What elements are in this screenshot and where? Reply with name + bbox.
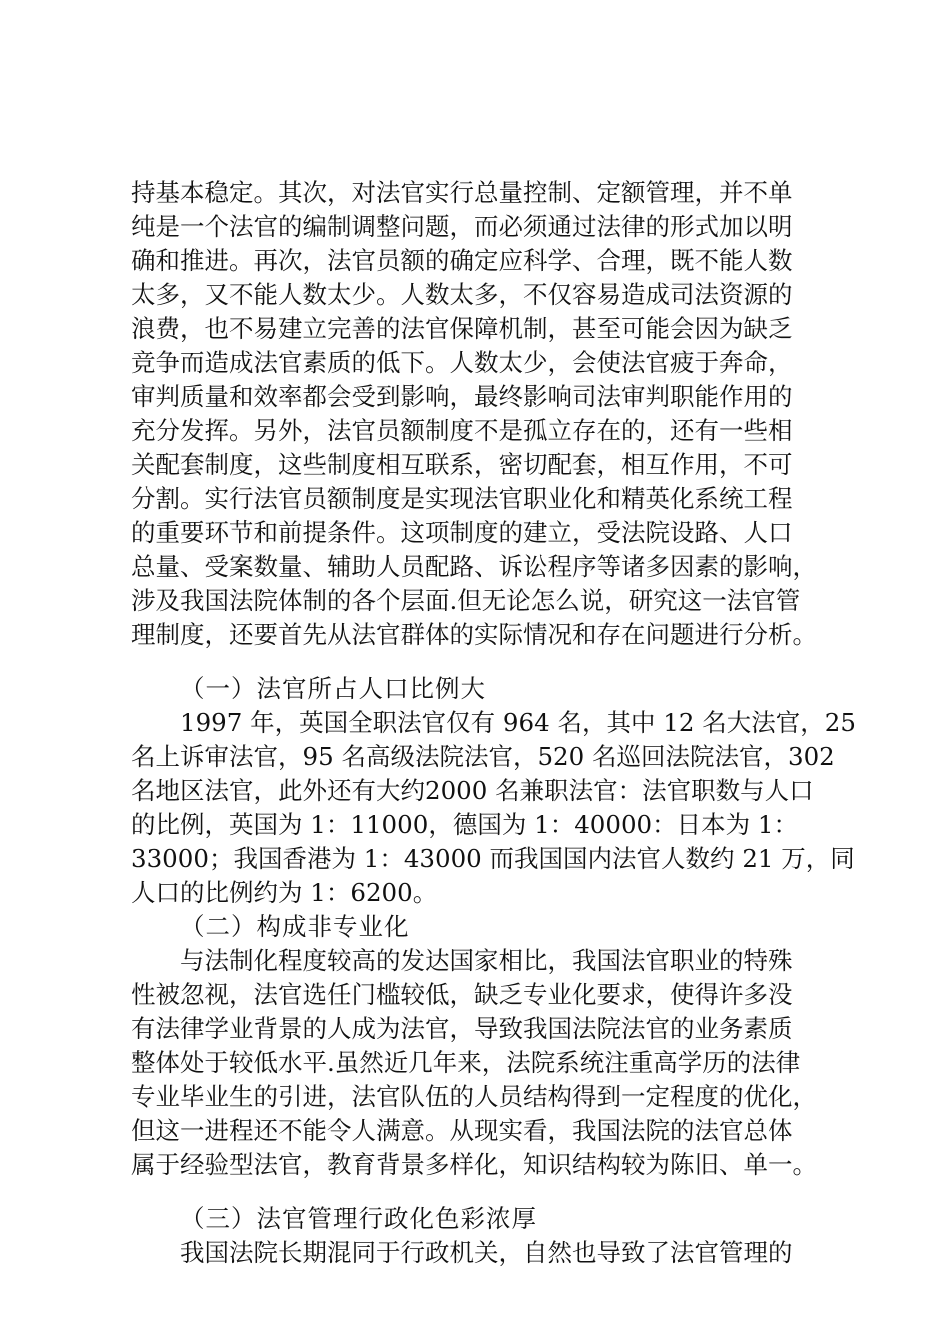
- text-line: [0, 414, 950, 448]
- text-line: [0, 550, 950, 584]
- text-line: [0, 278, 950, 312]
- text-line: [0, 1236, 950, 1270]
- paragraph-1-line: 确和推进。再次，法官员额的确定应科学、合理，既不能人数: [131, 246, 793, 275]
- text-line: [0, 706, 950, 740]
- section-heading: [0, 672, 950, 706]
- paragraph-1-line: 持基本稳定。其次，对法官实行总量控制、定额管理，并不单: [131, 178, 793, 207]
- heading-3: （三）法官管理行政化色彩浓厚: [180, 1204, 537, 1233]
- paragraph-3-line: 但这一进程还不能令人满意。从现实看，我国法院的法官总体: [131, 1116, 793, 1145]
- paragraph-1-line: 竞争而造成法官素质的低下。人数太少，会使法官疲于奔命，: [131, 348, 793, 377]
- text-line: [0, 876, 950, 910]
- paragraph-2-line: 1997 年，英国全职法官仅有 964 名，其中 12 名大法官，25: [180, 708, 856, 737]
- text-line: [0, 808, 950, 842]
- paragraph-3-line: 整体处于较低水平.虽然近几年来，法院系统注重高学历的法律: [131, 1048, 801, 1077]
- text-line: [0, 1080, 950, 1114]
- paragraph-1-line: 分割。实行法官员额制度是实现法官职业化和精英化系统工程: [131, 484, 793, 513]
- text-line: [0, 1012, 950, 1046]
- text-line: [0, 448, 950, 482]
- text-line: [0, 482, 950, 516]
- paragraph-2-line: 名地区法官，此外还有大约2000 名兼职法官：法官职数与人口: [131, 776, 814, 805]
- heading-1: （一）法官所占人口比例大: [180, 674, 486, 703]
- paragraph-1-line: 充分发挥。另外，法官员额制度不是孤立存在的，还有一些相: [131, 416, 793, 445]
- text-line: [0, 210, 950, 244]
- paragraph-1-line: 涉及我国法院体制的各个层面.但无论怎么说，研究这一法官管: [131, 586, 801, 615]
- paragraph-2-line: 人口的比例约为 1：6200。: [131, 878, 438, 907]
- text-line: [0, 176, 950, 210]
- heading-2: （二）构成非专业化: [180, 912, 410, 941]
- paragraph-3-line: 性被忽视，法官选任门槛较低，缺乏专业化要求，使得许多没: [131, 980, 793, 1009]
- text-line: [0, 346, 950, 380]
- paragraph-2-line: 的比例，英国为 1：11000，德国为 1：40000：日本为 1：: [131, 810, 799, 839]
- text-line: [0, 380, 950, 414]
- text-line: [0, 312, 950, 346]
- paragraph-4-line: 我国法院长期混同于行政机关，自然也导致了法官管理的: [180, 1238, 793, 1267]
- paragraph-3-line: 与法制化程度较高的发达国家相比，我国法官职业的特殊: [180, 946, 793, 975]
- paragraph-1-line: 关配套制度，这些制度相互联系，密切配套，相互作用，不可: [131, 450, 793, 479]
- paragraph-3-line: 专业毕业生的引进，法官队伍的人员结构得到一定程度的优化，: [131, 1082, 817, 1111]
- text-line: [0, 618, 950, 652]
- paragraph-2-line: 33000；我国香港为 1：43000 而我国国内法官人数约 21 万，同: [131, 844, 855, 873]
- paragraph-1-line: 太多，又不能人数太少。人数太多，不仅容易造成司法资源的: [131, 280, 793, 309]
- text-line: [0, 584, 950, 618]
- text-line: [0, 944, 950, 978]
- text-line: [0, 842, 950, 876]
- paragraph-2-line: 名上诉审法官，95 名高级法院法官，520 名巡回法院法官，302: [131, 742, 835, 771]
- paragraph-3-line: 有法律学业背景的人成为法官，导致我国法院法官的业务素质: [131, 1014, 793, 1043]
- paragraph-1-line: 的重要环节和前提条件。这项制度的建立，受法院设路、人口: [131, 518, 793, 547]
- section-heading: [0, 910, 950, 944]
- paragraph-3-line: 属于经验型法官，教育背景多样化，知识结构较为陈旧、单一。: [131, 1150, 817, 1179]
- text-line: [0, 740, 950, 774]
- text-line: [0, 244, 950, 278]
- paragraph-1-line: 理制度，还要首先从法官群体的实际情况和存在问题进行分析。: [131, 620, 817, 649]
- paragraph-1-line: 纯是一个法官的编制调整问题，而必须通过法律的形式加以明: [131, 212, 793, 241]
- text-line: [0, 1148, 950, 1182]
- text-line: [0, 774, 950, 808]
- text-line: [0, 978, 950, 1012]
- paragraph-1-line: 审判质量和效率都会受到影响，最终影响司法审判职能作用的: [131, 382, 793, 411]
- text-line: [0, 1046, 950, 1080]
- paragraph-1-line: 总量、受案数量、辅助人员配路、诉讼程序等诸多因素的影响，: [131, 552, 817, 581]
- section-heading: [0, 1202, 950, 1236]
- text-line: [0, 1114, 950, 1148]
- paragraph-1-line: 浪费，也不易建立完善的法官保障机制，甚至可能会因为缺乏: [131, 314, 793, 343]
- text-line: [0, 516, 950, 550]
